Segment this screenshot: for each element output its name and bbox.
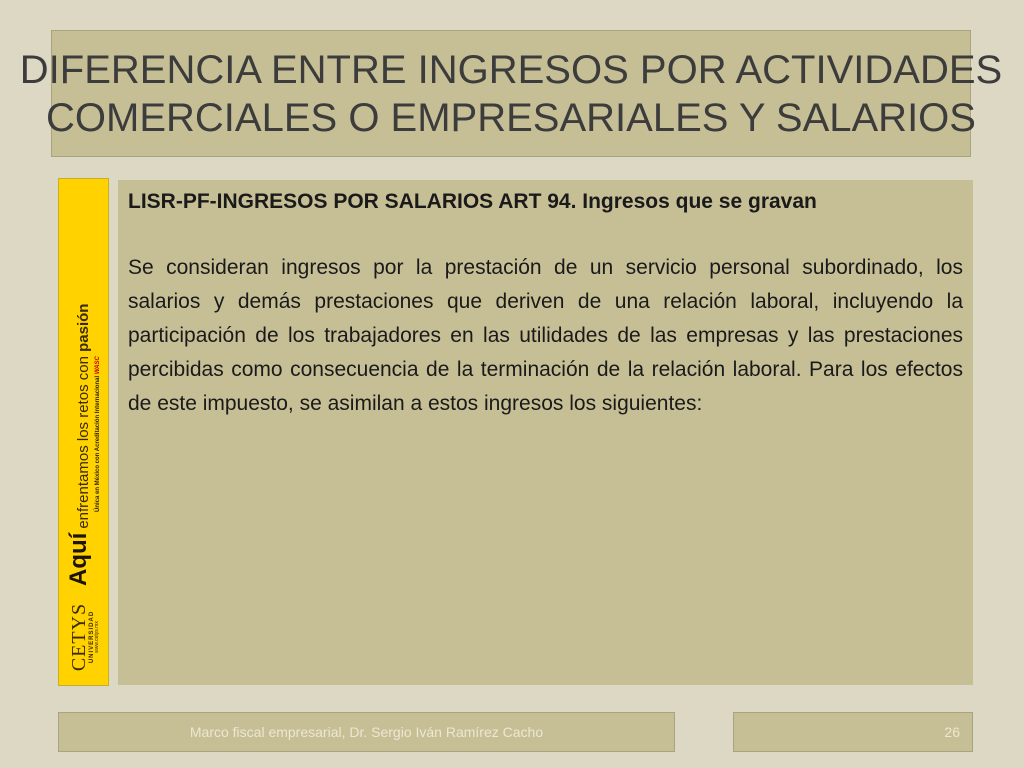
logo-tagline: [76, 304, 91, 529]
logo-rotated-content: [61, 182, 107, 682]
slide-title: [19, 30, 1003, 157]
cetys-logo-banner: [58, 178, 109, 686]
page-number-box: [733, 712, 973, 752]
logo-slogan: [64, 182, 101, 586]
page-number: 26: [944, 724, 960, 740]
logo-website: www.cetys.mx: [93, 621, 99, 653]
logo-brand-sub: UNIVERSIDAD: [88, 610, 94, 664]
footer-text: [58, 712, 675, 752]
wasc-mark: WASC: [94, 356, 101, 375]
logo-headline: Aquí: [64, 532, 92, 586]
logo-accreditation-text: Única en México con Acreditación Internacional: [94, 375, 101, 512]
slide-title-line-1: DIFERENCIA ENTRE INGRESOS POR ACTIVIDADES: [19, 47, 1003, 92]
logo-accreditation: [95, 182, 101, 512]
footer-label: Marco fiscal empresarial, Dr. Sergio Iván Ramírez Cacho: [189, 724, 544, 740]
cetys-logo: [68, 592, 99, 682]
slide-content: [118, 180, 973, 685]
logo-tagline-bold: pasión: [74, 303, 92, 352]
content-heading: LISR-PF-INGRESOS POR SALARIOS ART 94. Ingresos que se gravan: [128, 190, 817, 213]
slide-title-line-2: COMERCIALES O EMPRESARIALES Y SALARIOS: [46, 95, 976, 140]
logo-brand-name: CETYS: [67, 602, 89, 672]
logo-tagline-prefix: enfrentamos los retos con: [74, 356, 92, 529]
content-paragraph: Se consideran ingresos por la prestación de un servicio personal subordinado, los salarios y demás prestaciones que deriven de una relación laboral, incluyendo la participación de los trabajadores en las utilidades de las empresas y las prestaciones percibidas como consecuencia de la terminación de la relación laboral. Para los efectos de este impuesto, se asimilan a estos ingresos los siguientes:: [128, 256, 963, 415]
